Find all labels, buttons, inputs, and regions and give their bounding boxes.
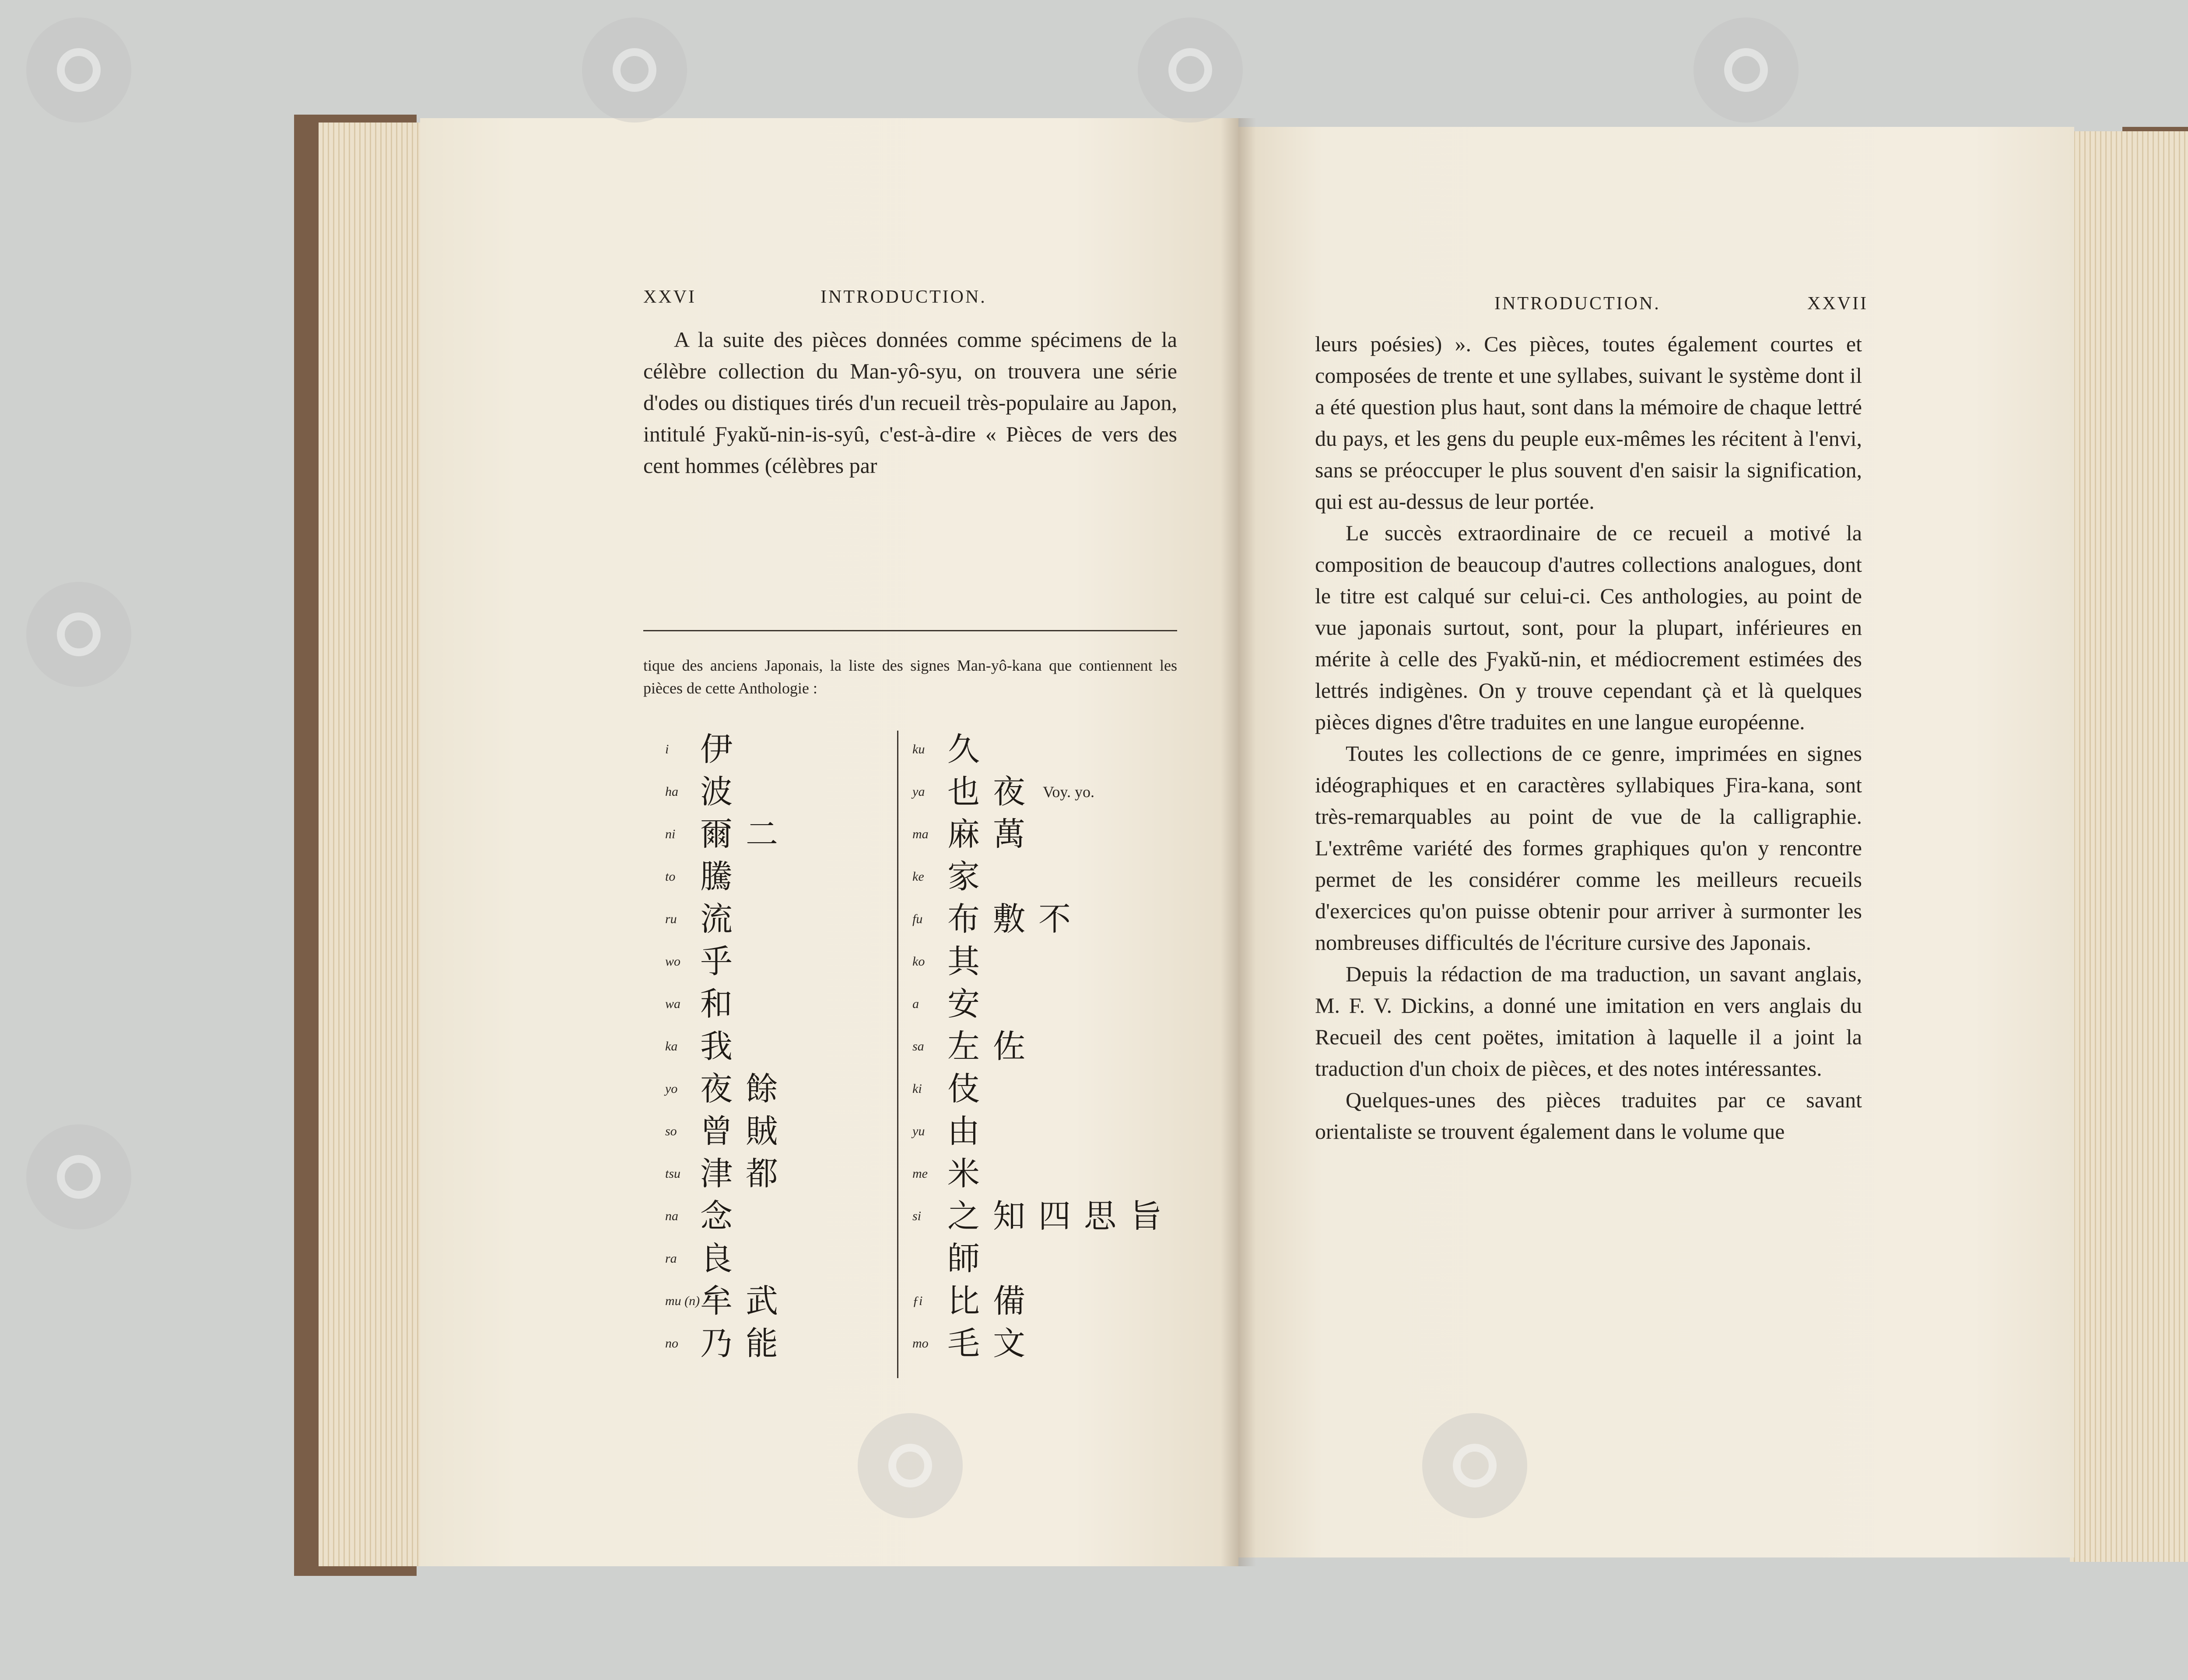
page-edges-right bbox=[2070, 131, 2188, 1562]
right-paragraph: Depuis la rédaction de ma traduction, un savant anglais, M. F. V. Dickins, a donné une imitation en vers anglais du Recueil des cent poëtes, imitation à laquelle il a joint la traduction d'un choix de pièces, et des notes intéressantes. bbox=[1315, 962, 1862, 1081]
man-yo-kana-character: 毛 bbox=[947, 1324, 980, 1362]
kana-romanization: to bbox=[665, 869, 676, 884]
kana-row bbox=[665, 1153, 791, 1194]
man-yo-kana-character: 流 bbox=[700, 900, 733, 938]
man-yo-kana-character: 念 bbox=[700, 1197, 733, 1235]
man-yo-kana-character: 爾 bbox=[700, 815, 733, 853]
watermark-logo bbox=[1138, 18, 1243, 122]
watermark-logo bbox=[858, 1413, 963, 1518]
man-yo-kana-character: 麻 bbox=[947, 815, 980, 853]
kana-row bbox=[665, 1026, 746, 1067]
left-page bbox=[420, 118, 1238, 1566]
page-number-right: XXVII bbox=[1807, 294, 1868, 314]
man-yo-kana-character: 夜 bbox=[993, 773, 1025, 811]
man-yo-kana-character: 乃 bbox=[700, 1324, 733, 1362]
kana-row bbox=[912, 1110, 993, 1152]
kana-row bbox=[665, 771, 746, 812]
man-yo-kana-character: 佐 bbox=[993, 1027, 1025, 1065]
man-yo-kana-character: 也 bbox=[947, 773, 980, 811]
kana-note: Voy. yo. bbox=[1043, 783, 1095, 801]
kana-row bbox=[912, 728, 993, 770]
man-yo-kana-character: 萬 bbox=[993, 815, 1025, 853]
man-yo-kana-character: 牟 bbox=[700, 1282, 733, 1320]
kana-romanization: si bbox=[912, 1208, 922, 1223]
footnote-text: tique des anciens Japonais, la liste des signes Man-yô-kana que contiennent les pièces de cette Anthologie : bbox=[643, 657, 1177, 697]
kana-row bbox=[665, 728, 746, 770]
kana-row bbox=[665, 1238, 746, 1279]
kana-romanization: a bbox=[912, 996, 919, 1011]
man-yo-kana-character: 安 bbox=[947, 985, 980, 1023]
kana-row bbox=[912, 1280, 1038, 1322]
right-paragraph: Quelques-unes des pièces traduites par ce savant orientaliste se trouvent également dans le volume que bbox=[1315, 1088, 1862, 1144]
man-yo-kana-character: 餘 bbox=[746, 1070, 778, 1108]
left-body-text bbox=[643, 324, 1177, 481]
kana-row bbox=[912, 898, 1084, 940]
kana-romanization: ha bbox=[665, 784, 678, 799]
man-yo-kana-character: 左 bbox=[947, 1027, 980, 1065]
man-yo-kana-character: 二 bbox=[746, 815, 778, 853]
book-gutter bbox=[1221, 118, 1256, 1566]
kana-romanization: na bbox=[665, 1208, 678, 1223]
man-yo-kana-character: 都 bbox=[746, 1155, 778, 1193]
man-yo-kana-character: 伎 bbox=[947, 1070, 980, 1108]
man-yo-kana-character: 久 bbox=[947, 730, 980, 768]
kana-row bbox=[665, 1280, 791, 1322]
kana-table-right bbox=[912, 728, 1219, 1385]
man-yo-kana-character: 敷 bbox=[993, 900, 1025, 938]
man-yo-kana-character: 波 bbox=[700, 773, 733, 811]
man-yo-kana-character: 我 bbox=[700, 1027, 733, 1065]
watermark-logo bbox=[26, 582, 131, 687]
kana-row bbox=[665, 856, 746, 897]
kana-romanization: fu bbox=[912, 911, 923, 926]
kana-romanization: ma bbox=[912, 826, 929, 841]
kana-row bbox=[912, 1195, 1175, 1237]
kana-row bbox=[912, 1068, 993, 1110]
kana-row bbox=[665, 1110, 791, 1152]
left-paragraph: A la suite des pièces données comme spécimens de la célèbre collection du Man-yô-syu, on trouvera une série d'odes ou distiques tirés d'un recueil très-populaire au Japon, intitulé Ƒyakŭ-nin-is-syû, c'est-à-dire « Pièces de vers des cent hommes (célèbres par bbox=[643, 327, 1177, 478]
kana-romanization: ya bbox=[912, 784, 925, 799]
kana-row bbox=[665, 1195, 746, 1237]
right-paragraph: Le succès extraordinaire de ce recueil a motivé la composition de beaucoup d'autres collections analogues, dont le titre est calqué sur celui-ci. Ces anthologies, au point de vue japonais surtout, sont, pour la plupart, inférieures en mérite à celle des Ƒyakŭ-nin, et médiocrement estimées des lettrés indigènes. On y trouve cependant çà et là quelques pièces dignes d'être traduites en une langue européenne. bbox=[1315, 521, 1862, 734]
kana-romanization: wo bbox=[665, 954, 681, 969]
right-paragraph: leurs poésies) ». Ces pièces, toutes également courtes et composées de trente et une syllabes, suivant le système dont il a été question plus haut, sont dans la mémoire de chaque lettré du pays, et les gens du peuple eux-mêmes les récitent à l'envi, sans se préoccuper le plus souvent d'en saisir la signification, qui est au-dessus de leur portée. bbox=[1315, 332, 1862, 514]
kana-romanization: so bbox=[665, 1124, 677, 1138]
man-yo-kana-character: 良 bbox=[700, 1239, 733, 1278]
kana-romanization: ru bbox=[665, 911, 677, 926]
man-yo-kana-character: 旨 bbox=[1129, 1197, 1162, 1235]
man-yo-kana-character: 津 bbox=[700, 1155, 733, 1193]
watermark-logo bbox=[26, 18, 131, 122]
page-edges-left bbox=[319, 122, 437, 1566]
kana-romanization: ko bbox=[912, 954, 925, 969]
kana-row bbox=[912, 856, 993, 897]
man-yo-kana-character: 伊 bbox=[700, 730, 733, 768]
footnote-rule bbox=[643, 630, 1177, 631]
kana-row bbox=[912, 1323, 1038, 1364]
man-yo-kana-character: 由 bbox=[947, 1112, 980, 1150]
right-paragraph: Toutes les collections de ce genre, imprimées en signes idéographiques et en caractères syllabiques Ƒira-kana, sont très-remarquables au point de vue de la calligraphie. L'extrême variété des formes graphiques qu'on y rencontre permet de les considérer comme les meilleurs recueils d'exercices qu'on puisse obtenir pour arriver à surmonter les nombreuses difficultés de l'écriture cursive des Japonais. bbox=[1315, 741, 1862, 955]
kana-romanization: wa bbox=[665, 996, 681, 1011]
watermark-logo bbox=[1422, 1413, 1527, 1518]
man-yo-kana-character: 乎 bbox=[700, 942, 733, 980]
kana-romanization: tsu bbox=[665, 1166, 681, 1181]
man-yo-kana-character: 文 bbox=[993, 1324, 1025, 1362]
man-yo-kana-character: 布 bbox=[947, 900, 980, 938]
kana-row bbox=[665, 1323, 791, 1364]
watermark-logo bbox=[1694, 18, 1799, 122]
right-page bbox=[1238, 127, 2074, 1558]
man-yo-kana-character: 比 bbox=[947, 1282, 980, 1320]
kana-romanization: ku bbox=[912, 742, 925, 756]
kana-romanization: ƒi bbox=[912, 1293, 923, 1308]
man-yo-kana-character: 武 bbox=[746, 1282, 778, 1320]
kana-romanization: mo bbox=[912, 1336, 929, 1351]
kana-romanization: sa bbox=[912, 1039, 924, 1054]
man-yo-kana-character: 師 bbox=[947, 1239, 980, 1278]
kana-row bbox=[665, 941, 746, 982]
man-yo-kana-character: 不 bbox=[1038, 900, 1071, 938]
man-yo-kana-character: 曾 bbox=[700, 1112, 733, 1150]
kana-romanization: ke bbox=[912, 869, 924, 884]
kana-romanization: ka bbox=[665, 1039, 678, 1054]
man-yo-kana-character: 能 bbox=[746, 1324, 778, 1362]
man-yo-kana-character: 家 bbox=[947, 858, 980, 896]
man-yo-kana-character: 思 bbox=[1084, 1197, 1116, 1235]
man-yo-kana-character: 知 bbox=[993, 1197, 1025, 1235]
kana-romanization: mu (n) bbox=[665, 1293, 700, 1308]
running-title-right: INTRODUCTION. bbox=[1494, 294, 1661, 314]
man-yo-kana-character: 騰 bbox=[700, 858, 733, 896]
man-yo-kana-character: 夜 bbox=[700, 1070, 733, 1108]
man-yo-kana-character: 四 bbox=[1038, 1197, 1071, 1235]
kana-romanization: i bbox=[665, 742, 669, 756]
kana-romanization: yu bbox=[912, 1124, 925, 1138]
kana-romanization: ki bbox=[912, 1081, 922, 1096]
kana-row bbox=[665, 898, 746, 940]
kana-romanization: ni bbox=[665, 826, 676, 841]
kana-table-divider bbox=[897, 731, 898, 1378]
man-yo-kana-character: 賊 bbox=[746, 1112, 778, 1150]
watermark-logo bbox=[26, 1124, 131, 1229]
kana-row bbox=[665, 983, 746, 1025]
kana-row bbox=[912, 1153, 993, 1194]
man-yo-kana-character: 其 bbox=[947, 942, 980, 980]
running-title-left: INTRODUCTION. bbox=[820, 287, 987, 307]
kana-row bbox=[912, 941, 993, 982]
page-number-left: XXVI bbox=[643, 287, 696, 307]
kana-romanization: ra bbox=[665, 1251, 677, 1266]
man-yo-kana-character: 備 bbox=[993, 1282, 1025, 1320]
kana-row bbox=[912, 1026, 1038, 1067]
kana-row bbox=[912, 983, 993, 1025]
kana-table-left bbox=[665, 728, 910, 1385]
man-yo-kana-character: 米 bbox=[947, 1155, 980, 1193]
kana-row bbox=[912, 771, 1094, 812]
kana-row bbox=[665, 1068, 791, 1110]
kana-romanization: me bbox=[912, 1166, 928, 1181]
kana-romanization: yo bbox=[665, 1081, 678, 1096]
man-yo-kana-character: 和 bbox=[700, 985, 733, 1023]
kana-romanization: no bbox=[665, 1336, 678, 1351]
man-yo-kana-character: 之 bbox=[947, 1197, 980, 1235]
kana-row bbox=[912, 1238, 993, 1279]
right-body-text bbox=[1315, 328, 1862, 1147]
kana-row bbox=[912, 813, 1038, 855]
watermark-logo bbox=[582, 18, 687, 122]
kana-row bbox=[665, 813, 791, 855]
